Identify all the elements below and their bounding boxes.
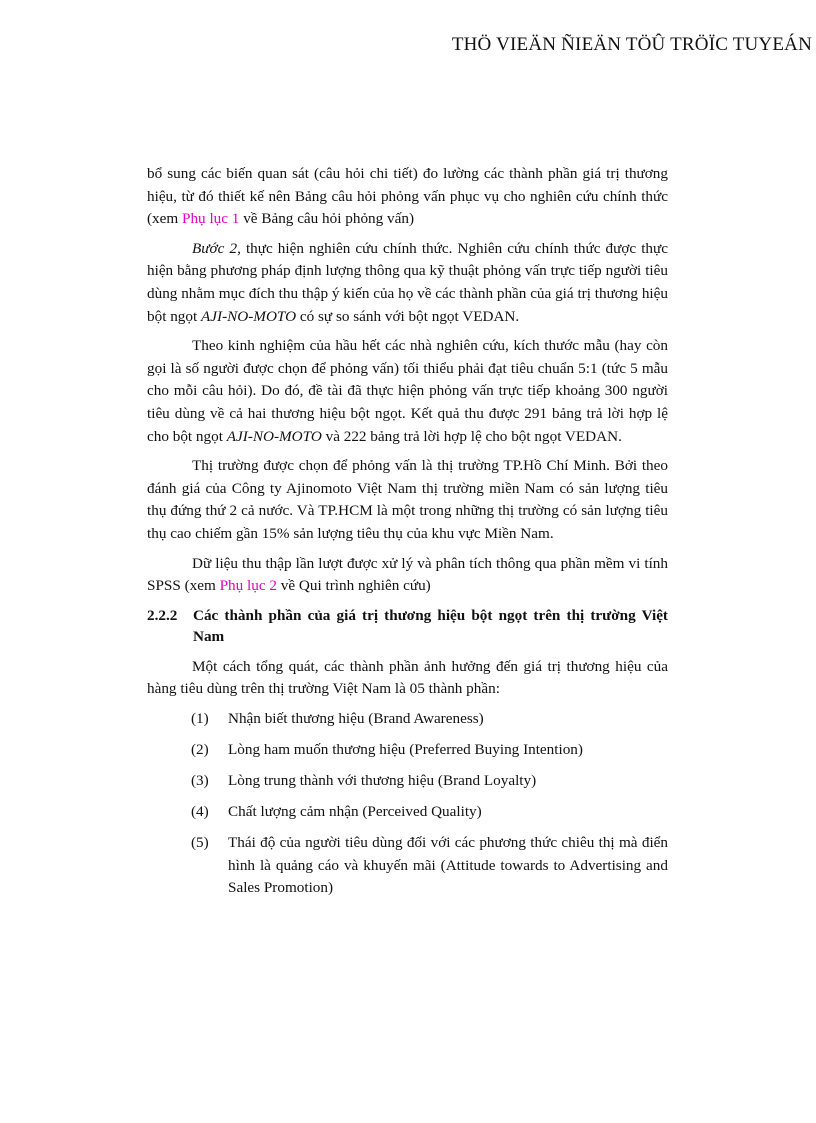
- list-item: [147, 708, 668, 731]
- page-header: THÖ VIEÄN ÑIEÄN TÖÛ TRÖÏC TUYEÁN: [451, 34, 812, 55]
- sample-text-end: và 222 bảng trả lời hợp lệ cho bột ngọt VEDAN.: [321, 427, 622, 445]
- intro-text-end: về Bảng câu hỏi phỏng vấn): [239, 210, 415, 228]
- components-list: [147, 708, 668, 900]
- data-processing-paragraph: [147, 553, 668, 598]
- brand-name: AJI-NO-MOTO: [201, 307, 297, 325]
- list-item-number: (3): [191, 772, 209, 790]
- step2-label: Bước 2: [192, 239, 238, 257]
- list-item-text: Lòng ham muốn thương hiệu (Preferred Buying Intention): [228, 740, 583, 758]
- intro-text: bổ sung các biến quan sát (câu hỏi chi tiết) đo lường các thành phần giá trị thương hiệu, từ đó thiết kế nên Bảng câu hỏi phỏng vấn phục vụ cho nghiên cứu chính thức (xem: [147, 165, 668, 228]
- list-item-number: (1): [191, 709, 209, 727]
- sample-text: Theo kinh nghiệm của hầu hết các nhà nghiên cứu, kích thước mẫu (hay còn gọi là số người được chọn để phỏng vấn) tối thiểu phải đạt tiêu chuẩn 5:1 (tức 5 mẫu cho mỗi câu hỏi). Do đó, đề tài đã thực hiện phỏng vấn trực tiếp khoảng 300 người tiêu dùng về cả hai thương hiệu bột ngọt. Kết quả thu được 291 bảng trả lời hợp lệ cho bột ngọt: [147, 337, 668, 445]
- list-item: [147, 770, 668, 793]
- list-item-number: (4): [191, 803, 209, 821]
- list-item-number: (2): [191, 740, 209, 758]
- brand-name: AJI-NO-MOTO: [226, 427, 322, 445]
- appendix-2-link[interactable]: Phụ lục 2: [219, 577, 277, 595]
- section-number: 2.2.2: [147, 606, 178, 624]
- appendix-1-link[interactable]: Phụ lục 1: [182, 210, 240, 228]
- step2-paragraph: [147, 238, 668, 328]
- list-item-text: Chất lượng cảm nhận (Perceived Quality): [228, 803, 482, 821]
- list-item-text: Thái độ của người tiêu dùng đối với các phương thức chiêu thị mà điển hình là quảng cáo và khuyến mãi (Attitude towards to Advertising and Sales Promotion): [228, 834, 668, 897]
- step2-text: , thực hiện nghiên cứu chính thức. Nghiên cứu chính thức được thực hiện bằng phương pháp định lượng thông qua kỹ thuật phỏng vấn trực tiếp người tiêu dùng nhằm mục đích thu thập ý kiến của họ về các thành phần của giá trị thương hiệu bột ngọt: [147, 239, 668, 325]
- processing-text-end: về Qui trình nghiên cứu): [276, 577, 431, 595]
- intro-paragraph: [147, 163, 668, 231]
- list-item-text: Lòng trung thành với thương hiệu (Brand Loyalty): [228, 772, 537, 790]
- list-item: [147, 739, 668, 762]
- step2-text-end: có sự so sánh với bột ngọt VEDAN.: [296, 307, 520, 325]
- market-paragraph: Thị trường được chọn để phỏng vấn là thị trường TP.Hồ Chí Minh. Bởi theo đánh giá của Công ty Ajinomoto Việt Nam thị trường miền Nam có sản lượng tiêu thụ đứng thứ 2 cả nước. Và TP.HCM là một trong những thị trường có sản lượng tiêu thụ cao chiếm gần 15% sản lượng tiêu thụ của khu vực Miền Nam.: [147, 457, 668, 542]
- sample-paragraph: [147, 335, 668, 448]
- list-item-text: Nhận biết thương hiệu (Brand Awareness): [228, 709, 484, 727]
- document-body: [147, 163, 668, 909]
- overview-paragraph: Một cách tổng quát, các thành phần ảnh hưởng đến giá trị thương hiệu của hàng tiêu dùng trên thị trường Việt Nam là 05 thành phần:: [147, 657, 668, 698]
- list-item-number: (5): [191, 834, 209, 852]
- section-heading: [147, 605, 668, 648]
- list-item: [147, 832, 668, 900]
- section-title: Các thành phần của giá trị thương hiệu bột ngọt trên thị trường Việt Nam: [193, 606, 668, 646]
- processing-text: Dữ liệu thu thập lần lượt được xử lý và phân tích thông qua phần mềm vi tính SPSS (xem: [147, 554, 668, 595]
- list-item: [147, 801, 668, 824]
